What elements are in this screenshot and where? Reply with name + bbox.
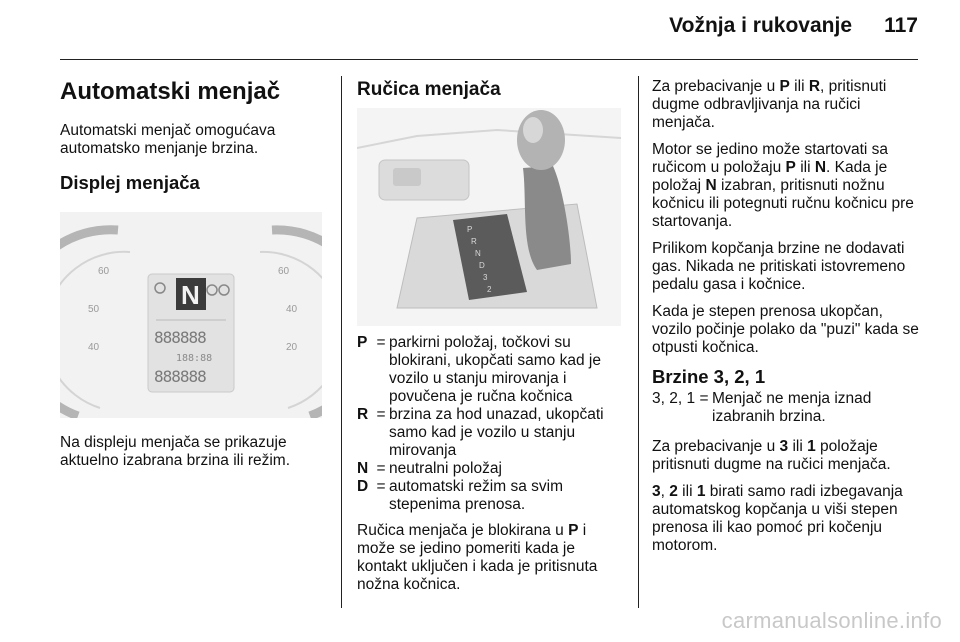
key-n: N [705, 177, 717, 194]
text-d: izabran, pritisnuti nožnu kočnicu ili potegnuti ručnu kočnicu pre startovanja. [652, 177, 914, 230]
lever-note [357, 522, 619, 603]
display-caption: Na displeju menjača se prikazuje aktuelno izabrana brzina ili režim. [60, 434, 291, 469]
column-2 [357, 78, 627, 102]
lever-note-text [357, 522, 619, 594]
text-b: ili [789, 78, 809, 95]
key-r: R [808, 78, 821, 95]
gear-display-illustration [60, 212, 322, 418]
watermark: carmanualsonline.info [721, 608, 942, 633]
gear-lever-graphic [357, 108, 621, 326]
svg-text:888888: 888888 [154, 328, 206, 347]
svg-text:3: 3 [483, 273, 488, 282]
definition-item-n [357, 460, 627, 478]
text-a: , [660, 483, 670, 500]
header-rule [60, 59, 918, 60]
svg-text:888888: 888888 [154, 367, 206, 386]
text-a: Motor se jedino može startovati sa ručicom u položaju [652, 141, 889, 176]
paragraph-start-engine [652, 141, 922, 231]
page-number: 117 [884, 14, 918, 37]
paragraph-shift-3-1 [652, 438, 922, 474]
text-c: . Kada je položaj [652, 159, 888, 194]
paragraph-shift-p-r [652, 78, 922, 132]
paragraph-engine-braking [652, 483, 922, 555]
text-a: Za prebacivanje u [652, 438, 780, 455]
intro-text: Automatski menjač omogućava automatsko menjanje brzina. [60, 122, 276, 157]
key-p: P [779, 78, 790, 95]
display-caption-block [60, 434, 330, 479]
column-divider-2 [638, 76, 639, 608]
svg-text:60: 60 [278, 266, 290, 277]
key-3: 3 [779, 438, 789, 455]
def-key: 3, 2, 1 [652, 390, 696, 407]
subheading-display: Displej menjača [60, 172, 200, 193]
paragraph-no-throttle: Prilikom kopčanja brzine ne dodavati gas. Nikada ne pritiskati istovremeno pedalu gasa i kočnice. [652, 240, 906, 293]
selector-heading: Ručica menjača [357, 79, 501, 100]
def-equals: = [376, 478, 386, 495]
key-2: 2 [669, 483, 678, 500]
svg-text:N: N [475, 249, 481, 258]
note-key: P [568, 522, 579, 539]
svg-text:20: 20 [286, 342, 298, 353]
gears-321-heading: Brzine 3, 2, 1 [652, 366, 766, 387]
header-title: Vožnja i rukovanje [669, 14, 852, 37]
def-text: Menjač ne menja iznad izabranih brzina. [712, 390, 872, 425]
text-b: ili [677, 483, 697, 500]
svg-text:188:88: 188:88 [176, 353, 213, 364]
key-n: N [814, 159, 827, 176]
gear-definitions [357, 334, 627, 514]
text-b: ili [795, 159, 815, 176]
svg-text:40: 40 [286, 304, 298, 315]
def-key: R [357, 406, 369, 423]
text-a: Za prebacivanje u [652, 78, 780, 95]
def-key: N [357, 460, 369, 477]
def-text: neutralni položaj [389, 460, 502, 477]
note-text-b: i može se jedino pomeriti kada je kontakt uključen i kada je pritisnuta nožna kočnica. [357, 522, 598, 593]
svg-text:50: 50 [88, 304, 100, 315]
text-c: , pritisnuti dugme odbravljivanja na ručici menjača. [652, 78, 887, 131]
key-1: 1 [807, 438, 816, 455]
note-text-a: Ručica menjača je blokirana u [357, 522, 569, 539]
key-p: P [785, 159, 796, 176]
svg-text:2: 2 [487, 285, 492, 294]
paragraph-creep: Kada je stepen prenosa ukopčan, vozilo počinje polako da "puzi" kada se otpusti kočnica. [652, 303, 919, 356]
svg-text:D: D [479, 261, 485, 270]
text-c: položaje pritisnuti dugme na ručici menjača. [652, 438, 891, 473]
definition-item-d [357, 478, 627, 514]
section-heading: Automatski menjač [60, 78, 281, 105]
def-equals: = [376, 460, 386, 477]
svg-text:R: R [471, 237, 477, 246]
def-text: automatski režim sa svim stepenima prenosa. [389, 478, 563, 513]
svg-text:40: 40 [88, 342, 100, 353]
def-key: D [357, 478, 369, 495]
definition-item-321 [652, 390, 922, 426]
column-1 [60, 78, 330, 194]
definition-item-p [357, 334, 627, 406]
key-1: 1 [696, 483, 706, 500]
text-c: birati samo radi izbegavanja automatskog kopčanja u viši stepen prenosa ili kao pomoć pri kočenju motorom. [652, 483, 903, 554]
svg-text:60: 60 [98, 266, 110, 277]
column-3 [652, 78, 922, 564]
svg-text:P: P [467, 225, 473, 234]
def-text: brzina za hod unazad, ukopčati samo kad je vozilo u stanju mirovanja [389, 406, 604, 459]
def-equals: = [376, 406, 386, 423]
svg-text:N: N [181, 280, 200, 310]
def-equals: = [699, 390, 709, 407]
column-divider-1 [341, 76, 342, 608]
key-3: 3 [652, 483, 661, 500]
def-text: parkirni položaj, točkovi su blokirani, ukopčati samo kad je vozilo u stanju mirovanja i povučena je ručna kočnica [389, 334, 601, 405]
selector-lever-illustration [357, 108, 621, 326]
def-equals: = [376, 334, 386, 351]
definition-item-r [357, 406, 627, 460]
text-b: ili [788, 438, 808, 455]
def-key: P [357, 334, 368, 351]
instrument-cluster-graphic [60, 212, 322, 418]
